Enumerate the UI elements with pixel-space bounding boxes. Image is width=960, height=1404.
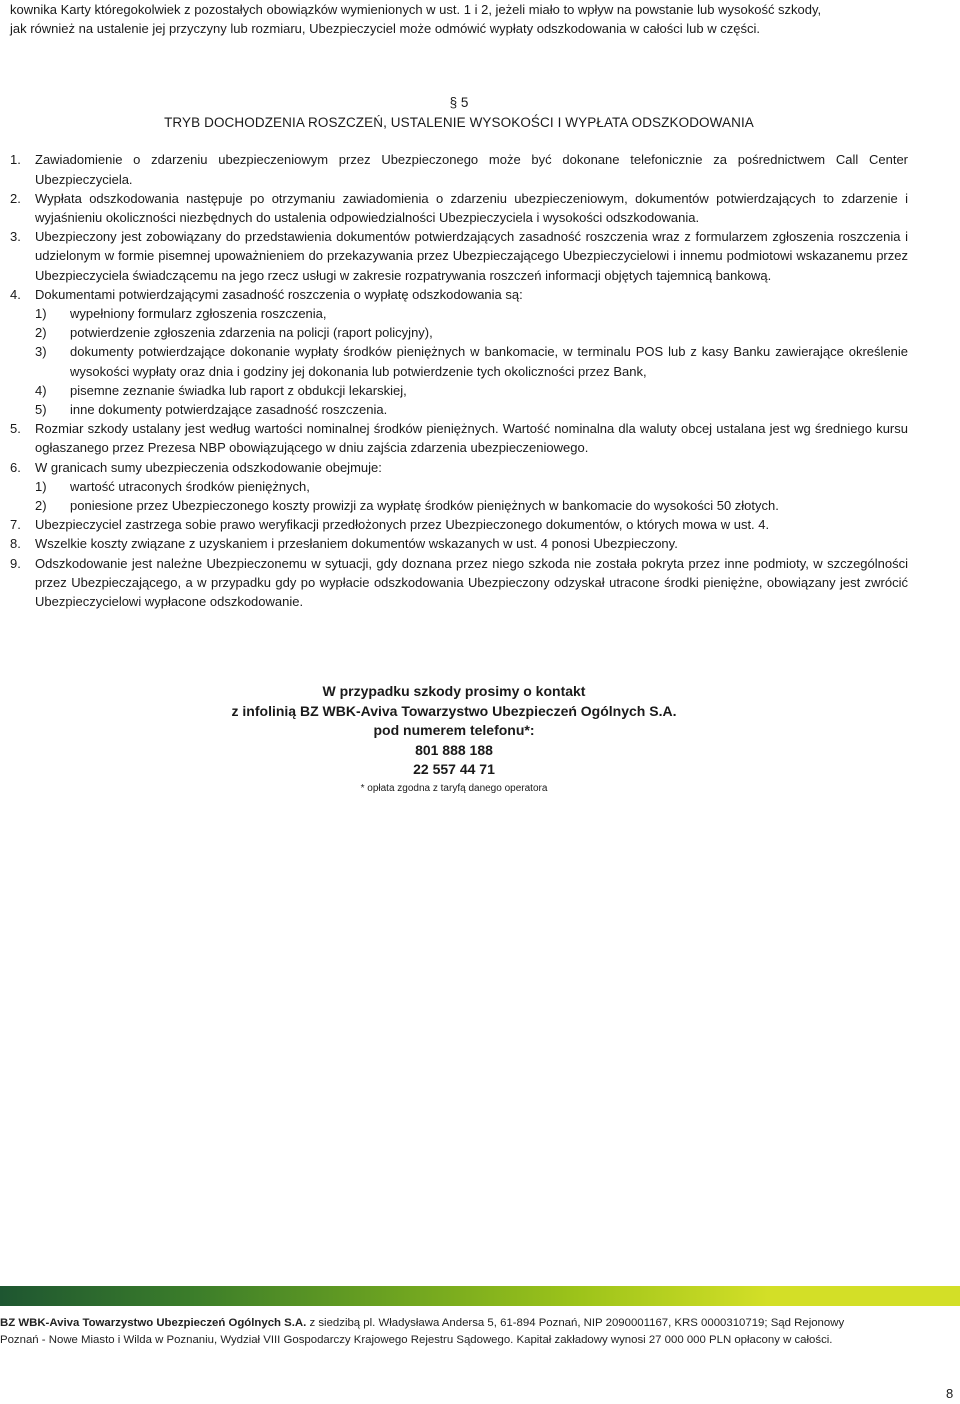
contact-line-1: W przypadku szkody prosimy o kontakt — [322, 683, 586, 699]
document-page — [10, 0, 908, 611]
provision-number: 7. — [10, 517, 21, 533]
sublist-item — [35, 400, 908, 419]
contact-line-3: pod numerem telefonu*: — [373, 722, 535, 738]
provision-number: 1. — [10, 152, 21, 168]
sublist-item — [35, 304, 908, 323]
sublist-number: 2) — [35, 325, 47, 341]
sublist-text: poniesione przez Ubezpieczonego koszty prowizji za wypłatę środków pieniężnych w bankomacie do wysokości 50 złotych. — [70, 498, 779, 514]
provision-item — [10, 285, 908, 419]
intro-line-2: jak również na ustalenie jej przyczyny lub rozmiaru, Ubezpieczyciel może odmówić wypłaty odszkodowania w całości lub w części. — [10, 21, 760, 37]
provision-item — [10, 189, 908, 227]
provision-number: 6. — [10, 459, 21, 475]
phone-number-1: 801 888 188 — [415, 741, 493, 758]
provision-number: 3. — [10, 229, 21, 245]
sublist-item — [35, 342, 908, 380]
provision-text: Wypłata odszkodowania następuje po otrzymaniu zawiadomienia o zdarzeniu ubezpieczeniowym, dokumentów potwierdzających to zdarzenie i wyjaśnieniu okoliczności niezbędnych do ustalenia odpowiedzialności Ubezpieczyciela i wysokości odszkodowania. — [35, 190, 908, 226]
intro-paragraph — [10, 0, 908, 38]
section-title: TRYB DOCHODZENIA ROSZCZEŃ, USTALENIE WYSOKOŚCI I WYPŁATA ODSZKODOWANIA — [164, 115, 754, 131]
footer-line-1 — [0, 1315, 960, 1332]
bar-segment — [192, 1286, 384, 1306]
provision-text: Odszkodowanie jest należne Ubezpieczonemu w sytuacji, gdy doznana przez niego szkoda nie została pokryta przez inne podmioty, w szczególności przez Ubezpieczającego, a w przypadku gdy po wypłacie odszkodowania Ubezpieczony odzyskał utracone środki pieniężne, obowiązany jest zwrócić Ubezpieczycielowi wypłacone odszkodowanie. — [35, 555, 908, 610]
provision-number: 5. — [10, 421, 21, 437]
provision-text: Zawiadomienie o zdarzeniu ubezpieczeniowym przez Ubezpieczonego może być dokonane telefonicznie za pośrednictwem Call Center Ubezpieczyciela. — [35, 152, 908, 187]
provision-number: 8. — [10, 536, 21, 552]
company-footer — [0, 1315, 960, 1348]
provision-text: Ubezpieczyciel zastrzega sobie prawo weryfikacji przedłożonych przez Ubezpieczonego dokumentów, o których mowa w ust. 4. — [35, 517, 770, 533]
sublist-number: 2) — [35, 498, 47, 514]
provision-item — [10, 419, 908, 457]
sublist-number: 4) — [35, 382, 47, 398]
sublist-text: inne dokumenty potwierdzające zasadność roszczenia. — [70, 402, 388, 418]
sublist-item — [35, 496, 908, 515]
provision-item — [10, 150, 908, 188]
bar-segment — [768, 1286, 960, 1306]
coverage-sublist — [35, 477, 908, 515]
provision-item — [10, 458, 908, 516]
company-name: BZ WBK-Aviva Towarzystwo Ubezpieczeń Ogólnych S.A. — [0, 1317, 307, 1329]
bar-segment — [384, 1286, 576, 1306]
sublist-text: pisemne zeznanie świadka lub raport z obdukcji lekarskiej, — [70, 382, 407, 398]
provision-item — [10, 534, 908, 553]
provision-text: W granicach sumy ubezpieczenia odszkodowanie obejmuje: — [35, 459, 382, 475]
provision-number: 9. — [10, 555, 21, 571]
bar-segment — [0, 1286, 192, 1306]
section-number: § 5 — [449, 95, 469, 111]
provision-text: Ubezpieczony jest zobowiązany do przedstawienia dokumentów potwierdzających zasadność roszczenia wraz z formularzem zgłoszenia roszczenia i udzielonym w formie pisemnej upoważnieniem do przekazywania przez Ubezpieczającego Ubezpieczycielowi i innemu podmiotowi wskazanemu przez Ubezpieczyciela świadczącemu na jego rzecz usługi w zakresie rozpatrywania roszczeń informacji objętych tajemnicą bankową. — [35, 229, 908, 283]
sublist-number: 1) — [35, 478, 47, 494]
sublist-number: 3) — [35, 344, 47, 360]
page-number: 8 — [946, 1386, 954, 1401]
footer-gradient-bar — [0, 1286, 960, 1306]
sublist-item — [35, 477, 908, 496]
provision-number: 2. — [10, 190, 21, 206]
sublist-text: dokumenty potwierdzające dokonanie wypłaty środków pieniężnych w bankomacie, w terminalu POS lub z kasy Banku zawierające określenie wysokości wypłaty oraz dnia i godziny jej dokonania lub potwierdzenie tych okoliczności przez Bank, — [70, 344, 908, 379]
phone-number-2: 22 557 44 71 — [413, 761, 495, 777]
intro-line-1: kownika Karty któregokolwiek z pozostałych obowiązków wymienionych w ust. 1 i 2, jeżeli miało to wpływ na powstanie lub wysokość szkody, — [10, 2, 822, 17]
footer-line-2: Poznań - Nowe Miasto i Wilda w Poznaniu, Wydział VIII Gospodarczy Krajowego Rejestru Sądowego. Kapitał zakładowy wynosi 27 000 000 PLN opłacony w całości. — [0, 1333, 833, 1346]
company-address: z siedzibą pl. Władysława Andersa 5, 61-894 Poznań, NIP 2090001167, KRS 0000310719; Sąd Rejonowy — [306, 1317, 845, 1329]
tariff-note: * opłata zgodna z taryfą danego operatora — [360, 782, 548, 794]
contact-box — [0, 682, 908, 796]
provision-item — [10, 515, 908, 534]
sublist-number: 1) — [35, 306, 47, 322]
section-heading — [10, 93, 908, 133]
provision-item — [10, 227, 908, 285]
bar-segment — [576, 1286, 768, 1306]
contact-line-2: z infolinią BZ WBK-Aviva Towarzystwo Ubezpieczeń Ogólnych S.A. — [231, 702, 677, 719]
sublist-text: wypełniony formularz zgłoszenia roszczenia, — [70, 306, 327, 322]
provisions-list — [10, 150, 908, 611]
sublist-item — [35, 381, 908, 400]
sublist-number: 5) — [35, 402, 47, 418]
provision-number: 4. — [10, 286, 21, 302]
provision-item — [10, 554, 908, 612]
sublist-text: potwierdzenie zgłoszenia zdarzenia na policji (raport policyjny), — [70, 325, 433, 341]
documents-sublist — [35, 304, 908, 419]
provision-text: Wszelkie koszty związane z uzyskaniem i przesłaniem dokumentów wskazanych w ust. 4 ponosi Ubezpieczony. — [35, 536, 678, 552]
provision-text: Rozmiar szkody ustalany jest według wartości nominalnej środków pieniężnych. Wartość nominalna dla waluty obcej ustalana jest wg średniego kursu ogłaszanego przez Prezesa NBP obowiązującego w dniu zajścia zdarzenia ubezpieczeniowego. — [35, 421, 908, 456]
provision-text: Dokumentami potwierdzającymi zasadność roszczenia o wypłatę odszkodowania są: — [35, 286, 523, 302]
sublist-item — [35, 323, 908, 342]
sublist-text: wartość utraconych środków pieniężnych, — [70, 478, 310, 494]
